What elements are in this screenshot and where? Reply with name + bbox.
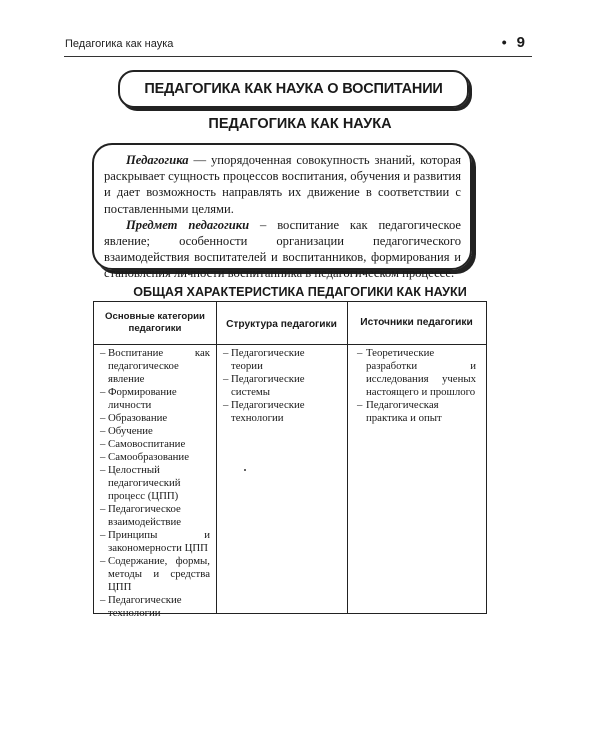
chapter-banner <box>118 70 469 108</box>
list-item: – Теоретические разработки и исследования ученых настоящего и прошлого <box>357 347 476 399</box>
definition-box <box>92 143 472 281</box>
definition-text: — упорядоченная совокупность знаний, которая раскрывает сущность процессов воспитания, обучения и развития и дает возможность направлять их движение в соответствии с поставленными целями. <box>104 153 461 216</box>
list-item: – Педагогическая практика и опыт <box>357 399 476 425</box>
column-header: Источники педагогики <box>360 317 473 328</box>
column-header: Структура педагогики <box>226 319 337 330</box>
sources-list <box>347 344 486 425</box>
category-list <box>94 344 216 620</box>
table-column-sources <box>347 302 486 613</box>
definition-term: Педагогика <box>126 153 189 167</box>
table-column-categories <box>94 302 217 619</box>
table-title: ОБЩАЯ ХАРАКТЕРИСТИКА ПЕДАГОГИКИ КАК НАУКИ <box>133 285 467 299</box>
list-item: – Целостный педагогический процесс (ЦПП) <box>100 464 210 503</box>
section-title: ПЕДАГОГИКА КАК НАУКА <box>208 116 392 132</box>
list-item: – Педагогические системы <box>223 373 339 399</box>
definition-paragraph <box>104 152 461 217</box>
table-column-structure <box>216 302 348 613</box>
list-item: – Формирование личности <box>100 386 210 412</box>
list-item: – Педагогические теории <box>223 347 339 373</box>
list-item: – Обучение <box>100 425 210 438</box>
list-item: – Педагогическое взаимодействие <box>100 503 210 529</box>
list-item: – Педагогические технологии <box>223 399 339 425</box>
definition-paragraph <box>104 217 461 282</box>
characteristics-table <box>93 301 487 619</box>
structure-list <box>216 344 347 425</box>
list-item: – Содержание, формы, методы и средства ЦПП <box>100 555 210 594</box>
list-item: – Воспитание как педагогическое явление <box>100 347 210 386</box>
running-title: Педагогика как наука <box>65 38 174 50</box>
chapter-title: ПЕДАГОГИКА КАК НАУКА О ВОСПИТАНИИ <box>144 81 443 97</box>
definition-term: Предмет педагогики <box>126 217 250 232</box>
list-item: – Образование <box>100 412 210 425</box>
list-item: – Самообразование <box>100 451 210 464</box>
list-item: – Принципы и закономерности ЦПП <box>100 529 210 555</box>
list-item: – Педагогические технологии <box>100 594 210 620</box>
column-header: Основные категории педагогики <box>105 311 205 334</box>
bullet-icon: • <box>501 34 507 50</box>
definition-text: – воспитание как педагогическое явление; особенности организации педагогического взаимодействия воспитателей и воспитанников, формирования и становления личности воспитанника в педагогическом процессе. <box>104 217 461 281</box>
header-divider <box>64 56 532 57</box>
list-item: – Самовоспитание <box>100 438 210 451</box>
page-number: 9 <box>516 34 525 51</box>
print-speck <box>244 469 246 471</box>
page-number-area <box>502 34 525 51</box>
